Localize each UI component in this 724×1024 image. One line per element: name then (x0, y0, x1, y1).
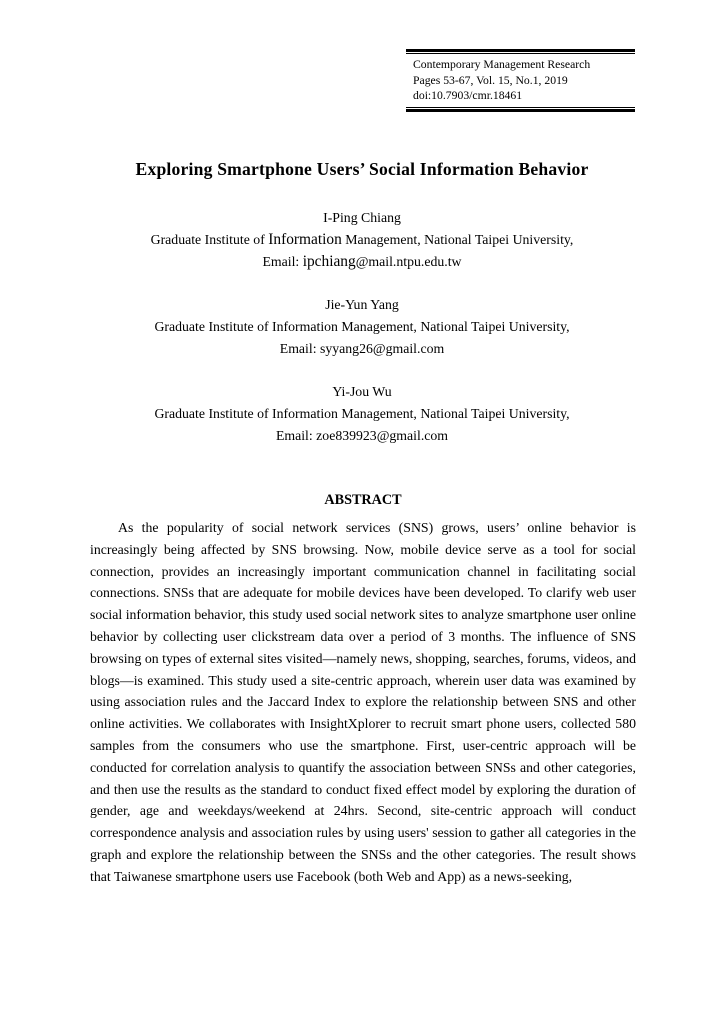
author-affiliation-segment: Graduate Institute of Information Management, National Taipei University, (154, 406, 570, 422)
author-name: Yi-Jou Wu (332, 384, 392, 400)
author-block (0, 294, 724, 359)
abstract-section (90, 492, 636, 888)
double-rule-top-thick (406, 49, 635, 52)
author-block (0, 207, 724, 272)
author-email-segment: Email: syyang26@gmail.com (279, 340, 445, 356)
paper-title: Exploring Smartphone Users’ Social Information Behavior (135, 159, 589, 179)
author-name: Jie-Yun Yang (325, 297, 399, 313)
author-affiliation (0, 316, 724, 338)
journal-doi: doi:10.7903/cmr.18461 (413, 89, 523, 103)
abstract-text: As the popularity of social network services (SNS) grows, users’ online behavior is increasingly being affected by SNS browsing. Now, mobile device serve as a tool for social connection, provides an increasingly important communication channel in facilitating social connections. SNSs that are adequate for mobile devices have been developed. To clarify web user social information behavior, this study used social network sites to analyze smartphone user online behavior by collecting user clickstream data over a period of 3 months. The influence of SNS browsing on types of external sites visited—namely news, shopping, searches, forums, videos, and blogs—is examined. This study used a site-centric approach, wherein user data was examined by using association rules and the Jaccard Index to explore the relationship between SNS and other online activities. We collaborates with InsightXplorer to recruit smart phone users, collected 580 samples from the consumers who use the smartphone. First, user-centric approach will be conducted for correlation analysis to quantify the association between SNSs and other categories, and then use the results as the standard to conduct fixed effect model by exploring the duration of gender, age and weekdays/weekend at 24hrs. Second, site-centric approach will conduct correspondence analysis and association rules by using users' session to gather all categories in the graph and explore the relationship between the SNSs and the other categories. The result shows that Taiwanese smartphone users use Facebook (both Web and App) as a news-seeking, (90, 520, 636, 884)
author-email (0, 251, 724, 273)
author-email-segment: @mail.ntpu.edu.tw (355, 253, 462, 269)
journal-volume-info: Pages 53-67, Vol. 15, No.1, 2019 (413, 73, 568, 87)
author-email-segment: ipchiang (302, 252, 356, 270)
author-block (0, 381, 724, 446)
journal-header-box (406, 49, 635, 112)
author-list (0, 207, 724, 469)
author-affiliation-segment: Graduate Institute of (150, 231, 269, 247)
author-affiliation (0, 229, 724, 251)
double-rule-bottom-thin (406, 107, 635, 108)
double-rule-bottom-thick (406, 109, 635, 112)
journal-name: Contemporary Management Research (413, 58, 591, 71)
abstract-heading: ABSTRACT (324, 492, 402, 508)
author-affiliation (0, 403, 724, 425)
author-email (0, 425, 724, 447)
author-affiliation-segment: Graduate Institute of Information Management, National Taipei University, (154, 318, 570, 334)
author-name: I-Ping Chiang (323, 210, 401, 225)
author-email (0, 338, 724, 360)
author-affiliation-segment: Information (268, 230, 342, 248)
author-affiliation-segment: Management, National Taipei University, (341, 231, 574, 247)
author-email-segment: Email: (262, 253, 303, 269)
author-email-segment: Email: zoe839923@gmail.com (275, 427, 449, 443)
journal-info (406, 54, 635, 107)
